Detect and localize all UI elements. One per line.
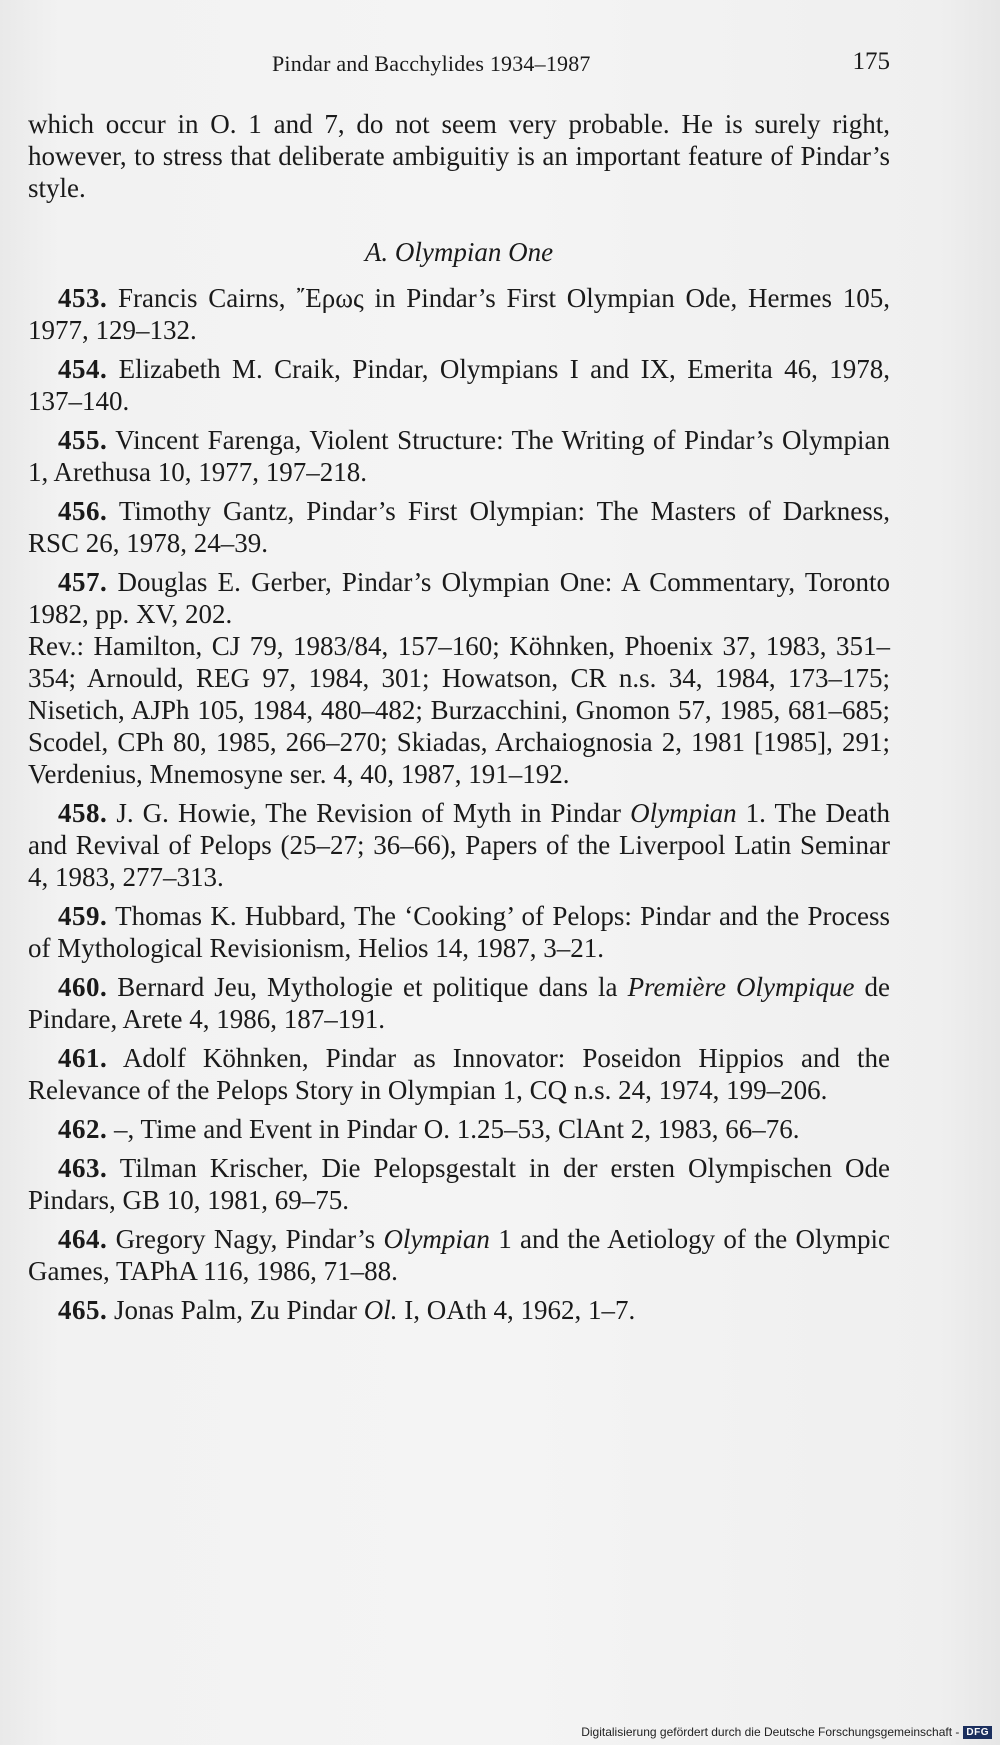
entry-text: Elizabeth M. Craik, Pindar, Olympians I and IX, Emerita 46, 1978, 137–140. bbox=[28, 354, 890, 416]
dfg-logo-icon: DFG bbox=[963, 1726, 992, 1739]
bibliography-entry-463 bbox=[28, 1152, 890, 1216]
bibliography-entry-461 bbox=[28, 1042, 890, 1106]
review-list: Rev.: Hamilton, CJ 79, 1983/84, 157–160; Köhnken, Phoenix 37, 1983, 351–354; Arnould, REG 97, 1984, 301; Howatson, CR n.s. 34, 1984, 173–175; Nisetich, AJPh 105, 1984, 480–482; Burzacchini, Gnomon 57, 1985, 681–685; Scodel, CPh 80, 1985, 266–270; Skiadas, Archaiognosia 2, 1981 [1985], 291; Verdenius, Mnemosyne ser. 4, 40, 1987, 191–192. bbox=[28, 631, 890, 789]
bibliography-entry-457 bbox=[28, 566, 890, 630]
entry-number: 462. bbox=[58, 1114, 108, 1144]
entry-number: 460. bbox=[58, 972, 108, 1002]
entry-text: Francis Cairns, ῎Ερως in Pindar’s First Olympian Ode, Hermes 105, 1977, 129–132. bbox=[28, 283, 890, 345]
credit-text: Digitalisierung gefördert durch die Deutsche Forschungsgemeinschaft - bbox=[581, 1725, 960, 1739]
bibliography-entry-456 bbox=[28, 495, 890, 559]
entry-text: Douglas E. Gerber, Pindar’s Olympian One: A Commentary, Toronto 1982, pp. XV, 202. bbox=[28, 567, 890, 629]
entry-italic-text: Ol. bbox=[363, 1295, 398, 1325]
entry-text: Thomas K. Hubbard, The ‘Cooking’ of Pelops: Pindar and the Process of Mythological Revisionism, Helios 14, 1987, 3–21. bbox=[28, 901, 891, 963]
bibliography-entry-458 bbox=[28, 797, 890, 893]
page-header bbox=[30, 42, 890, 82]
running-head: Pindar and Bacchylides 1934–1987 bbox=[272, 51, 591, 76]
entry-text: Vincent Farenga, Violent Structure: The Writing of Pindar’s Olympian 1, Arethusa 10, 1977, 197–218. bbox=[28, 425, 890, 487]
page-number: 175 bbox=[852, 48, 890, 75]
bibliography-entry-465 bbox=[28, 1294, 890, 1326]
entry-text: Gregory Nagy, Pindar’s bbox=[115, 1224, 384, 1254]
entry-number: 454. bbox=[58, 354, 108, 384]
digitization-credit bbox=[581, 1725, 992, 1739]
entry-number: 465. bbox=[58, 1295, 108, 1325]
section-title: A. Olympian One bbox=[364, 237, 554, 267]
entry-text: I, OAth 4, 1962, 1–7. bbox=[397, 1295, 636, 1325]
entry-text: –, Time and Event in Pindar O. 1.25–53, ClAnt 2, 1983, 66–76. bbox=[114, 1114, 800, 1144]
bibliography-entry-455 bbox=[28, 424, 890, 488]
entry-text: Timothy Gantz, Pindar’s First Olympian: The Masters of Darkness, RSC 26, 1978, 24–39. bbox=[28, 496, 890, 558]
entry-number: 453. bbox=[58, 283, 108, 313]
entry-number: 463. bbox=[58, 1153, 108, 1183]
bibliography-entry-464 bbox=[28, 1223, 890, 1287]
entry-text: Bernard Jeu, Mythologie et politique dans la bbox=[117, 972, 628, 1002]
entry-text: Tilman Krischer, Die Pelopsgestalt in der ersten Olympischen Ode Pindars, GB 10, 1981, 69–75. bbox=[28, 1153, 890, 1215]
entry-number: 459. bbox=[58, 901, 108, 931]
entry-italic-text: Olympian bbox=[383, 1224, 490, 1254]
bibliography-entry-453 bbox=[28, 282, 890, 346]
bibliography-entry-459 bbox=[28, 900, 890, 964]
bibliography-entry-460 bbox=[28, 971, 890, 1035]
entry-italic-text: Olympian bbox=[630, 798, 737, 828]
entry-text: J. G. Howie, The Revision of Myth in Pindar bbox=[116, 798, 631, 828]
intro-paragraph: which occur in O. 1 and 7, do not seem very probable. He is surely right, however, to stress that deliberate ambiguitiy is an important feature of Pindar’s style. bbox=[28, 109, 890, 203]
entry-text: 1 and the Aetiology of the Olympic Games, TAPhA 116, 1986, 71–88. bbox=[28, 1224, 890, 1286]
bibliography-entry-454 bbox=[28, 353, 890, 417]
entry-number: 457. bbox=[58, 567, 108, 597]
entry-text: de Pindare, Arete 4, 1986, 187–191. bbox=[28, 972, 891, 1034]
entry-number: 461. bbox=[58, 1043, 108, 1073]
entry-text: 1. The Death and Revival of Pelops (25–27; 36–66), Papers of the Liverpool Latin Seminar 4, 1983, 277–313. bbox=[28, 798, 890, 892]
entry-italic-text: Première Olympique bbox=[627, 972, 855, 1002]
entry-number: 456. bbox=[58, 496, 108, 526]
entry-number: 458. bbox=[58, 798, 108, 828]
bibliography-entry-462 bbox=[28, 1113, 890, 1145]
page-body bbox=[28, 108, 890, 1333]
entry-text: Adolf Köhnken, Pindar as Innovator: Poseidon Hippios and the Relevance of the Pelops Story in Olympian 1, CQ n.s. 24, 1974, 199–206. bbox=[28, 1043, 890, 1105]
entry-number: 455. bbox=[58, 425, 108, 455]
entry-number: 464. bbox=[58, 1224, 108, 1254]
entry-text: Jonas Palm, Zu Pindar bbox=[114, 1295, 364, 1325]
